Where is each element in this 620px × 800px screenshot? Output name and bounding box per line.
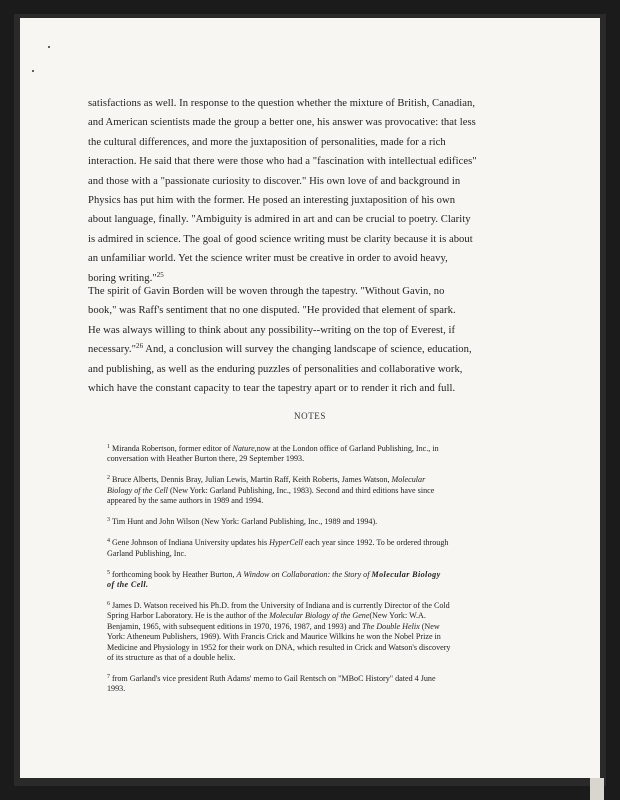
note-bold-italic: Molecular Biology [371, 569, 441, 579]
page-corner-strip [590, 778, 604, 800]
note-2 [107, 475, 525, 506]
note-text: from Garland's vice president Ruth Adams' memo to Gail Rentsch on "MBoC History" dated 4 June [112, 674, 436, 684]
note-4 [107, 538, 525, 559]
paragraph-line: Physics has put him with the former. He posed an interesting juxtaposition of his own [88, 195, 456, 207]
paragraph-2 [88, 282, 528, 398]
paragraph-line: which have the constant capacity to tear the tapestry apart or to render it rich and full. [88, 383, 456, 395]
note-text: Medicine and Physiology in 1952 for their work on DNA, which resulted in Crick and Watson's discovery [107, 642, 451, 652]
paragraph-line: and American scientists made the group a better one, his answer was provocative: that less [88, 117, 476, 129]
paragraph-line: is admired in science. The goal of good science writing must be clarity because it is about [88, 233, 473, 245]
paragraph-line-text: And, a conclusion will survey the changing landscape of science, education, [143, 344, 472, 356]
footnote-ref: 25 [156, 270, 164, 279]
paragraph-line: about language, finally. "Ambiguity is admired in art and can be crucial to poetry. Clarity [88, 214, 471, 226]
note-text: forthcoming book by Heather Burton, [112, 569, 237, 579]
note-text: of its structure as that of a double helix. [107, 653, 236, 663]
note-bold-italic: of the Cell. [107, 580, 149, 590]
note-text: 1993. [107, 684, 126, 694]
paragraph-line: book," was Raff's sentiment that no one disputed. "He provided that element of spark. [88, 305, 456, 317]
paragraph-line-text: necessary." [88, 344, 137, 356]
footnote-ref: 26 [136, 342, 144, 351]
note-italic: A Window on Collaboration: the Story of [236, 569, 372, 579]
note-italic: Biology of the Cell [107, 485, 168, 495]
scan-speck [32, 70, 34, 72]
note-number: 2 [107, 475, 110, 482]
note-text: each year since 1992. To be ordered through [302, 538, 449, 548]
paragraph-line-text: boring writing." [88, 272, 157, 284]
paragraph-1 [88, 94, 528, 288]
note-number: 4 [107, 538, 110, 545]
note-text: conversation with Heather Burton there, 29 September 1993. [107, 454, 305, 464]
note-7 [107, 674, 525, 695]
note-3 [107, 517, 525, 527]
note-text: York: Atheneum Publishers, 1969). With Francis Crick and Maurice Wilkins he won the Nobel Prize in [107, 632, 441, 642]
paragraph-line: The spirit of Gavin Borden will be woven through the tapestry. "Without Gavin, no [88, 286, 445, 297]
note-text: James D. Watson received his Ph.D. from the University of Indiana and is currently Director of the Cold [112, 601, 450, 611]
note-text: Bruce Alberts, Dennis Bray, Julian Lewis, Martin Raff, Keith Roberts, James Watson, [112, 475, 392, 485]
note-text: (New [419, 621, 440, 631]
paragraph-line: He was always willing to think about any possibility--writing on the top of Everest, if [88, 324, 456, 336]
note-number: 6 [107, 601, 110, 608]
note-text: Miranda Robertson, former editor of [112, 444, 233, 453]
note-italic: Molecular Biology of the Gene [269, 611, 370, 621]
note-text: Gene Johnson of Indiana University updates his [112, 538, 270, 548]
note-number: 5 [107, 569, 110, 576]
note-italic: HyperCell [269, 538, 303, 548]
paragraph-line: and those with a "passionate curiosity to discover." His own love of and background in [88, 175, 461, 187]
note-text: (New York: W.A. [369, 611, 426, 621]
notes-heading: NOTES [294, 411, 326, 421]
note-italic: Molecular [391, 475, 426, 485]
paragraph-line: an unfamiliar world. Yet the science writer must be creative in order to avoid heavy, [88, 253, 448, 265]
scan-speck [48, 46, 50, 48]
note-text: Tim Hunt and John Wilson (New York: Garland Publishing, Inc., 1989 and 1994). [112, 517, 378, 527]
note-text: Garland Publishing, Inc. [107, 548, 187, 558]
note-text: Spring Harbor Laboratory. He is the author of the [107, 611, 270, 621]
note-number: 3 [107, 517, 110, 524]
note-text: Benjamin, 1965, with subsequent editions in 1970, 1976, 1987, and 1993) and [107, 621, 363, 631]
note-text: now at the London office of Garland Publishing, Inc., in [256, 444, 439, 453]
note-number: 7 [107, 674, 110, 681]
paragraph-line: interaction. He said that there were those who had a "fascination with intellectual edifices" [88, 156, 477, 168]
note-text: appeared by the same authors in 1989 and 1994. [107, 496, 264, 506]
paragraph-line: and publishing, as well as the enduring puzzles of personalities and collaborative work, [88, 363, 463, 375]
note-italic: Nature, [232, 444, 257, 453]
paragraph-line: satisfactions as well. In response to the question whether the mixture of British, Canadian, [88, 98, 476, 109]
note-1 [107, 444, 525, 465]
note-text: (New York: Garland Publishing, Inc., 1983). Second and third editions have since [167, 485, 435, 495]
notes-list [107, 444, 525, 705]
note-5 [107, 570, 525, 591]
note-number: 1 [107, 444, 110, 450]
note-6 [107, 601, 525, 663]
paragraph-line: the cultural differences, and more the juxtaposition of personalities, made for a rich [88, 136, 446, 148]
paragraph-line [88, 340, 528, 359]
note-italic: The Double Helix [362, 621, 420, 631]
